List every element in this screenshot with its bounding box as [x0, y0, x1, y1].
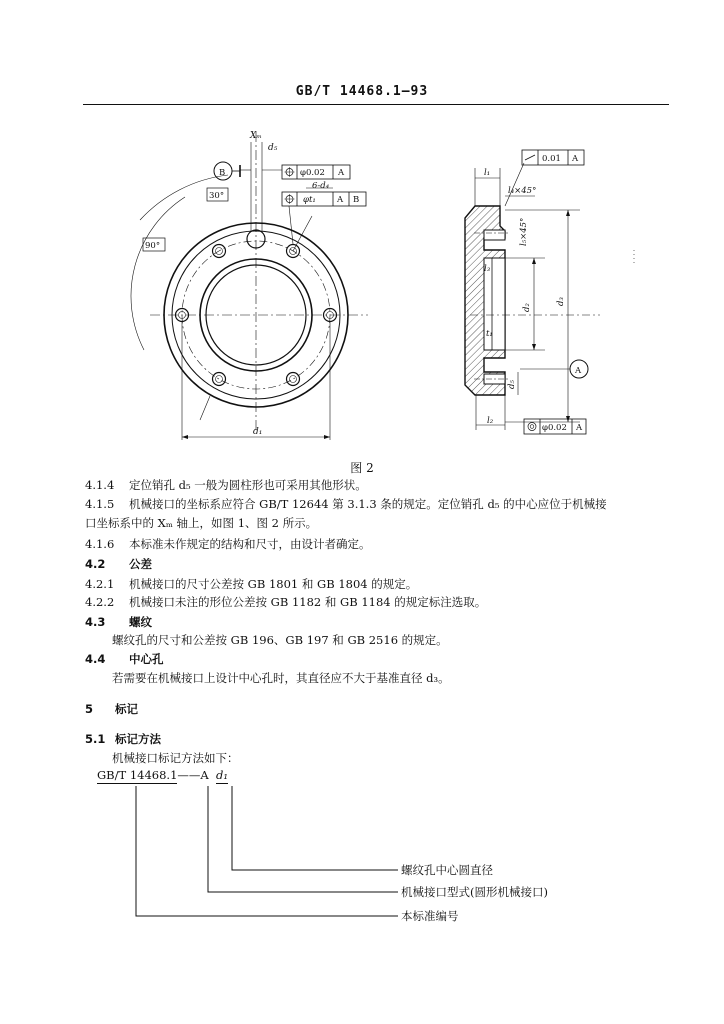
d1-label: d₁ — [253, 427, 263, 437]
para-4-1-5-cont: 口坐标系中的 Xₘ 轴上，如图 1、图 2 所示。 — [85, 516, 318, 530]
para-5-1: 机械接口标记方法如下： — [112, 751, 239, 765]
para-4-1-6: 4.1.6 本标准未作规定的结构和尺寸，由设计者确定。 — [85, 537, 371, 551]
heading-4-2: 4.2 公差 — [85, 557, 152, 571]
heading-5-1: 5.1 标记方法 — [85, 732, 161, 746]
heading-4-3: 4.3 螺纹 — [85, 615, 152, 629]
para-4-1-5: 4.1.5 机械接口的坐标系应符合 GB/T 12644 第 3.1.3 条的规定。定位销孔 d₅ 的中心应位于机械接 — [85, 497, 607, 511]
label-type: 机械接口型式(圆形机械接口) — [401, 885, 548, 899]
flatness-ref: A — [572, 154, 579, 164]
angle90-label: 90° — [145, 241, 161, 251]
para-4-2-2: 4.2.2 机械接口未注的形位公差按 GB 1182 和 GB 1184 的规定标注选取。 — [85, 595, 487, 609]
upper-bolt-hole — [484, 230, 505, 240]
t1-label: t₁ — [486, 329, 493, 339]
d4-label: d₅ — [507, 380, 517, 389]
heading-4-4: 4.4 中心孔 — [85, 652, 164, 666]
angle90-arc — [131, 197, 185, 350]
d2-label: d₂ — [522, 303, 532, 312]
l3-label: l₃ — [484, 264, 491, 274]
leader-type — [208, 786, 398, 892]
heading-5: 5 标记 — [85, 702, 138, 716]
l2-label: l₂ — [487, 416, 494, 426]
marking-leader-lines — [0, 780, 724, 930]
para-4-4: 若需要在机械接口上设计中心孔时，其直径应不大于基准直径 d₃。 — [112, 671, 450, 685]
d5-label: d₅ — [268, 143, 278, 153]
label-std: 本标准编号 — [401, 909, 459, 923]
leader-std — [136, 786, 398, 916]
angle30-label: 30° — [209, 191, 225, 201]
runout-ref: A — [576, 423, 583, 433]
para-4-2-1: 4.2.1 机械接口的尺寸公差按 GB 1801 和 GB 1804 的规定。 — [85, 577, 418, 591]
figure-2-drawing — [0, 0, 724, 460]
leader-param — [232, 786, 398, 870]
para-4-3: 螺纹孔的尺寸和公差按 GB 196、GB 197 和 GB 2516 的规定。 — [112, 633, 448, 647]
front-view — [131, 131, 368, 440]
l1-label: l₁ — [484, 168, 491, 178]
flatness-value: 0.01 — [542, 154, 561, 164]
section-view — [465, 150, 634, 434]
datum-b-label: B — [219, 168, 226, 178]
page-header: GB/T 14468.1—93 — [295, 84, 429, 99]
marking-code: GB/T 14468.1——A d₁ — [97, 768, 229, 782]
tol2-ref1: A — [337, 195, 344, 205]
tol1-ref: A — [338, 168, 345, 178]
tol2-ref2: B — [353, 195, 360, 205]
datum-a-label: A — [575, 366, 582, 376]
figure-caption: 图 2 — [350, 461, 374, 475]
chamfer-label: l₄×45° — [508, 186, 537, 196]
xm-label: Xₘ — [250, 131, 262, 141]
para-4-1-4: 4.1.4 定位销孔 d₅ 一般为圆柱形也可采用其他形状。 — [85, 478, 367, 492]
holes-label: 6-d₄ — [312, 181, 330, 191]
tol2-value: φt₁ — [303, 195, 316, 205]
tol1-value: φ0.02 — [300, 168, 325, 178]
label-param: 螺纹孔中心圆直径 — [401, 863, 493, 877]
l5-label: l₅×45° — [519, 217, 529, 246]
d3-label: d₃ — [556, 297, 566, 306]
runout-value: φ0.02 — [542, 423, 567, 433]
